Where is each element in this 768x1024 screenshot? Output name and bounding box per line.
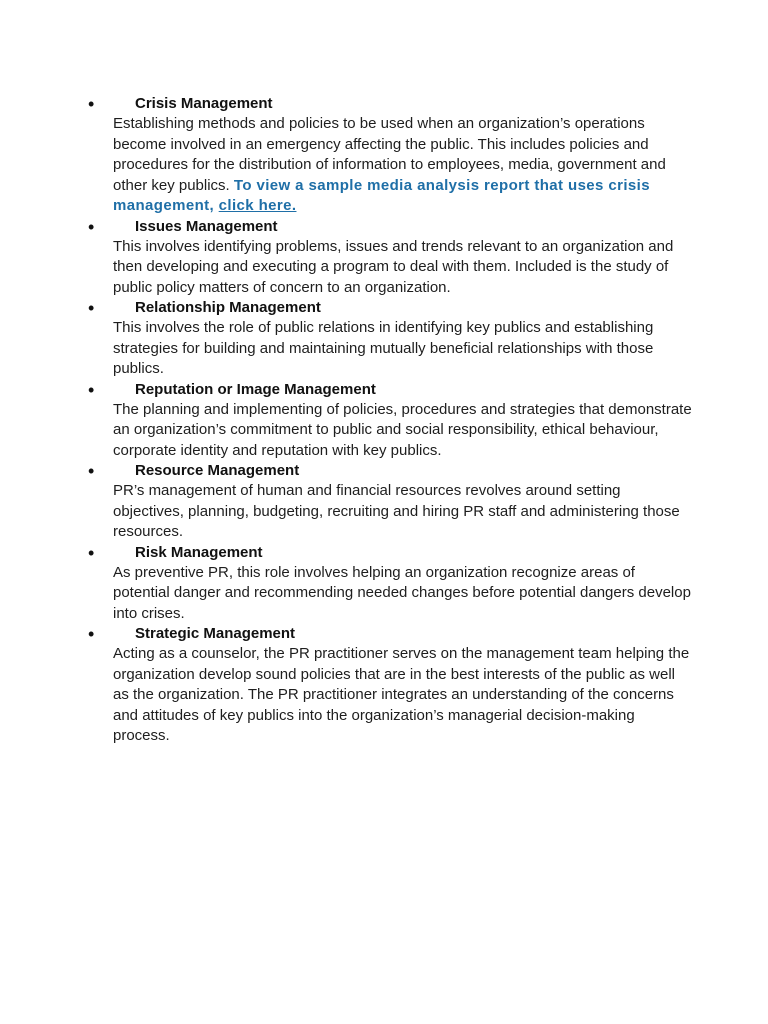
item-description: As preventive PR, this role involves helping an organization recognize areas of potential danger and recommending needed changes before potential dangers develop into crises. [113, 563, 691, 622]
item-heading: Issues Management [135, 217, 278, 235]
list-item-reputation-management [0, 380, 768, 462]
bullet-icon: • [88, 624, 95, 644]
item-description: This involves identifying problems, issues and trends relevant to an organization and then developing and executing a program to deal with them. Included is the study of public policy matters of concern to an organization. [113, 237, 674, 296]
list-item-resource-management [0, 461, 768, 543]
click-here-link[interactable]: click here. [218, 197, 297, 214]
bullet-icon: • [88, 298, 95, 318]
list-item-issues-management [0, 217, 768, 299]
item-description: Acting as a counselor, the PR practitioner serves on the management team helping the organization develop sound policies that are in the best interests of the public as well as the organization. The PR practitioner integrates an understanding of the concerns and attitudes of key publics into the organization’s managerial decision-making process. [113, 645, 690, 744]
item-description: This involves the role of public relations in identifying key publics and establishing strategies for building and maintaining mutually beneficial relationships with those publics. [113, 319, 654, 377]
list-item-relationship-management [0, 298, 768, 380]
item-description [113, 114, 693, 217]
item-heading: Relationship Management [135, 299, 321, 316]
list-item-strategic-management [0, 624, 768, 747]
sample-report-link-text[interactable]: To view a sample media analysis report that uses crisis management, [113, 176, 650, 214]
bullet-icon: • [88, 379, 95, 400]
item-description: The planning and implementing of policies, procedures and strategies that demonstrate an organization’s commitment to public and social responsibility, ethical behaviour, corporate identity and reputation with key publics. [113, 400, 692, 459]
item-description: PR’s management of human and financial resources revolves around setting objectives, planning, budgeting, recruiting and hiring PR staff and administering those resources. [113, 482, 680, 540]
item-heading: Resource Management [135, 462, 300, 479]
bullet-icon: • [88, 461, 95, 481]
item-heading: Crisis Management [135, 95, 273, 112]
item-heading: Strategic Management [135, 625, 296, 642]
item-heading: Risk Management [135, 543, 263, 561]
item-heading: Reputation or Image Management [135, 380, 376, 398]
pr-roles-list [0, 94, 768, 747]
list-item-risk-management [0, 543, 768, 625]
list-item-crisis-management [0, 94, 768, 217]
item-description-text: Establishing methods and policies to be used when an organization’s operations become involved in an emergency affecting the public. This includes policies and procedures for the distribution of information to employees, media, government and other key publics. [113, 115, 666, 194]
bullet-icon: • [88, 542, 95, 563]
bullet-icon: • [88, 94, 95, 114]
bullet-icon: • [88, 216, 95, 237]
